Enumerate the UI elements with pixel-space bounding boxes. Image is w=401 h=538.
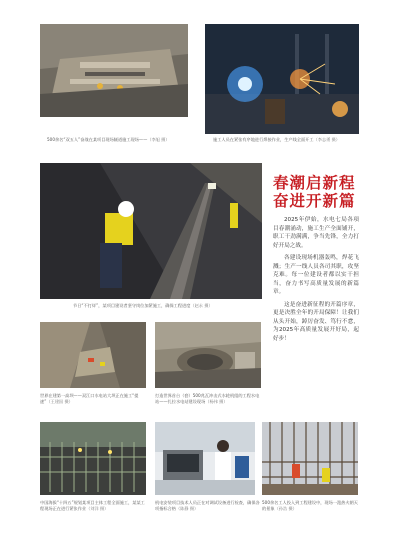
- tunnel-rail-worker-photo: [40, 163, 262, 299]
- technicians-lab-photo: [155, 422, 255, 495]
- caption-6: 中国海拔“十四五”规划某项目主体工程全面施工，某某工程现场正在进行紧张作业（刘洋 摄）: [40, 500, 145, 511]
- caption-5: 打造世界首台（套）500兆瓦冲击式水轮机组的工程水电站——扎拉水电站建设现场（杨伟 摄）: [155, 393, 260, 404]
- paragraph-3: 这是奋进新征程的开篇序章，更是决胜全年的开局保障！让我们从头开始，踔厉奋发、笃行不怠，为2025年高质量发展开好局，起好步！: [273, 301, 359, 342]
- paragraph-1: 2025年伊始，水电七局各项目春潮涌动，施工生产全面铺开，职工干劲满满，争当先锋，全力打好开局之战。: [273, 217, 359, 249]
- caption-8: 500余名工人投入到工程建设中，现场一派热火朝天的景象（孙浩 摄）: [262, 500, 358, 511]
- rebar-workers-photo: [262, 422, 358, 495]
- article-title-line-2: 奋进开新篇: [273, 192, 356, 210]
- dam-construction-photo: [40, 24, 188, 117]
- construction-site-photo: [40, 422, 146, 495]
- power-station-photo: [155, 322, 261, 388]
- article-title-line-1: 春潮启新程: [273, 174, 356, 192]
- caption-2: 施工人员在紧张有序地进行焊接作业，生产线全面开工（李志勇 摄）: [213, 137, 340, 142]
- caption-3: 节日“不打烊”，某项目建设者坚守岗位加紧施工，确保工程进度（赵永 摄）: [73, 303, 213, 308]
- caption-1: 500余名“双五人”奋战在某项目现场隧道施工现场——（李旭 摄）: [47, 137, 170, 142]
- article-body: [273, 216, 359, 347]
- caption-7: 机电安装项目技术人员正在对调试设备进行检查，确保各项指标合格（陈静 摄）: [155, 500, 260, 511]
- caption-4: 世界在建第一高坝——双江口水电站大坝正在施工“提速”（王建国 摄）: [40, 393, 139, 404]
- welding-sparks-photo: [205, 24, 359, 134]
- high-dam-photo: [40, 322, 146, 388]
- paragraph-2: 各建设现场机器轰鸣，焊花飞溅；生产一线人员各司其职，攻坚克难。每一位建设者都以实干担当，奋力书写高质量发展的新篇章。: [273, 255, 359, 295]
